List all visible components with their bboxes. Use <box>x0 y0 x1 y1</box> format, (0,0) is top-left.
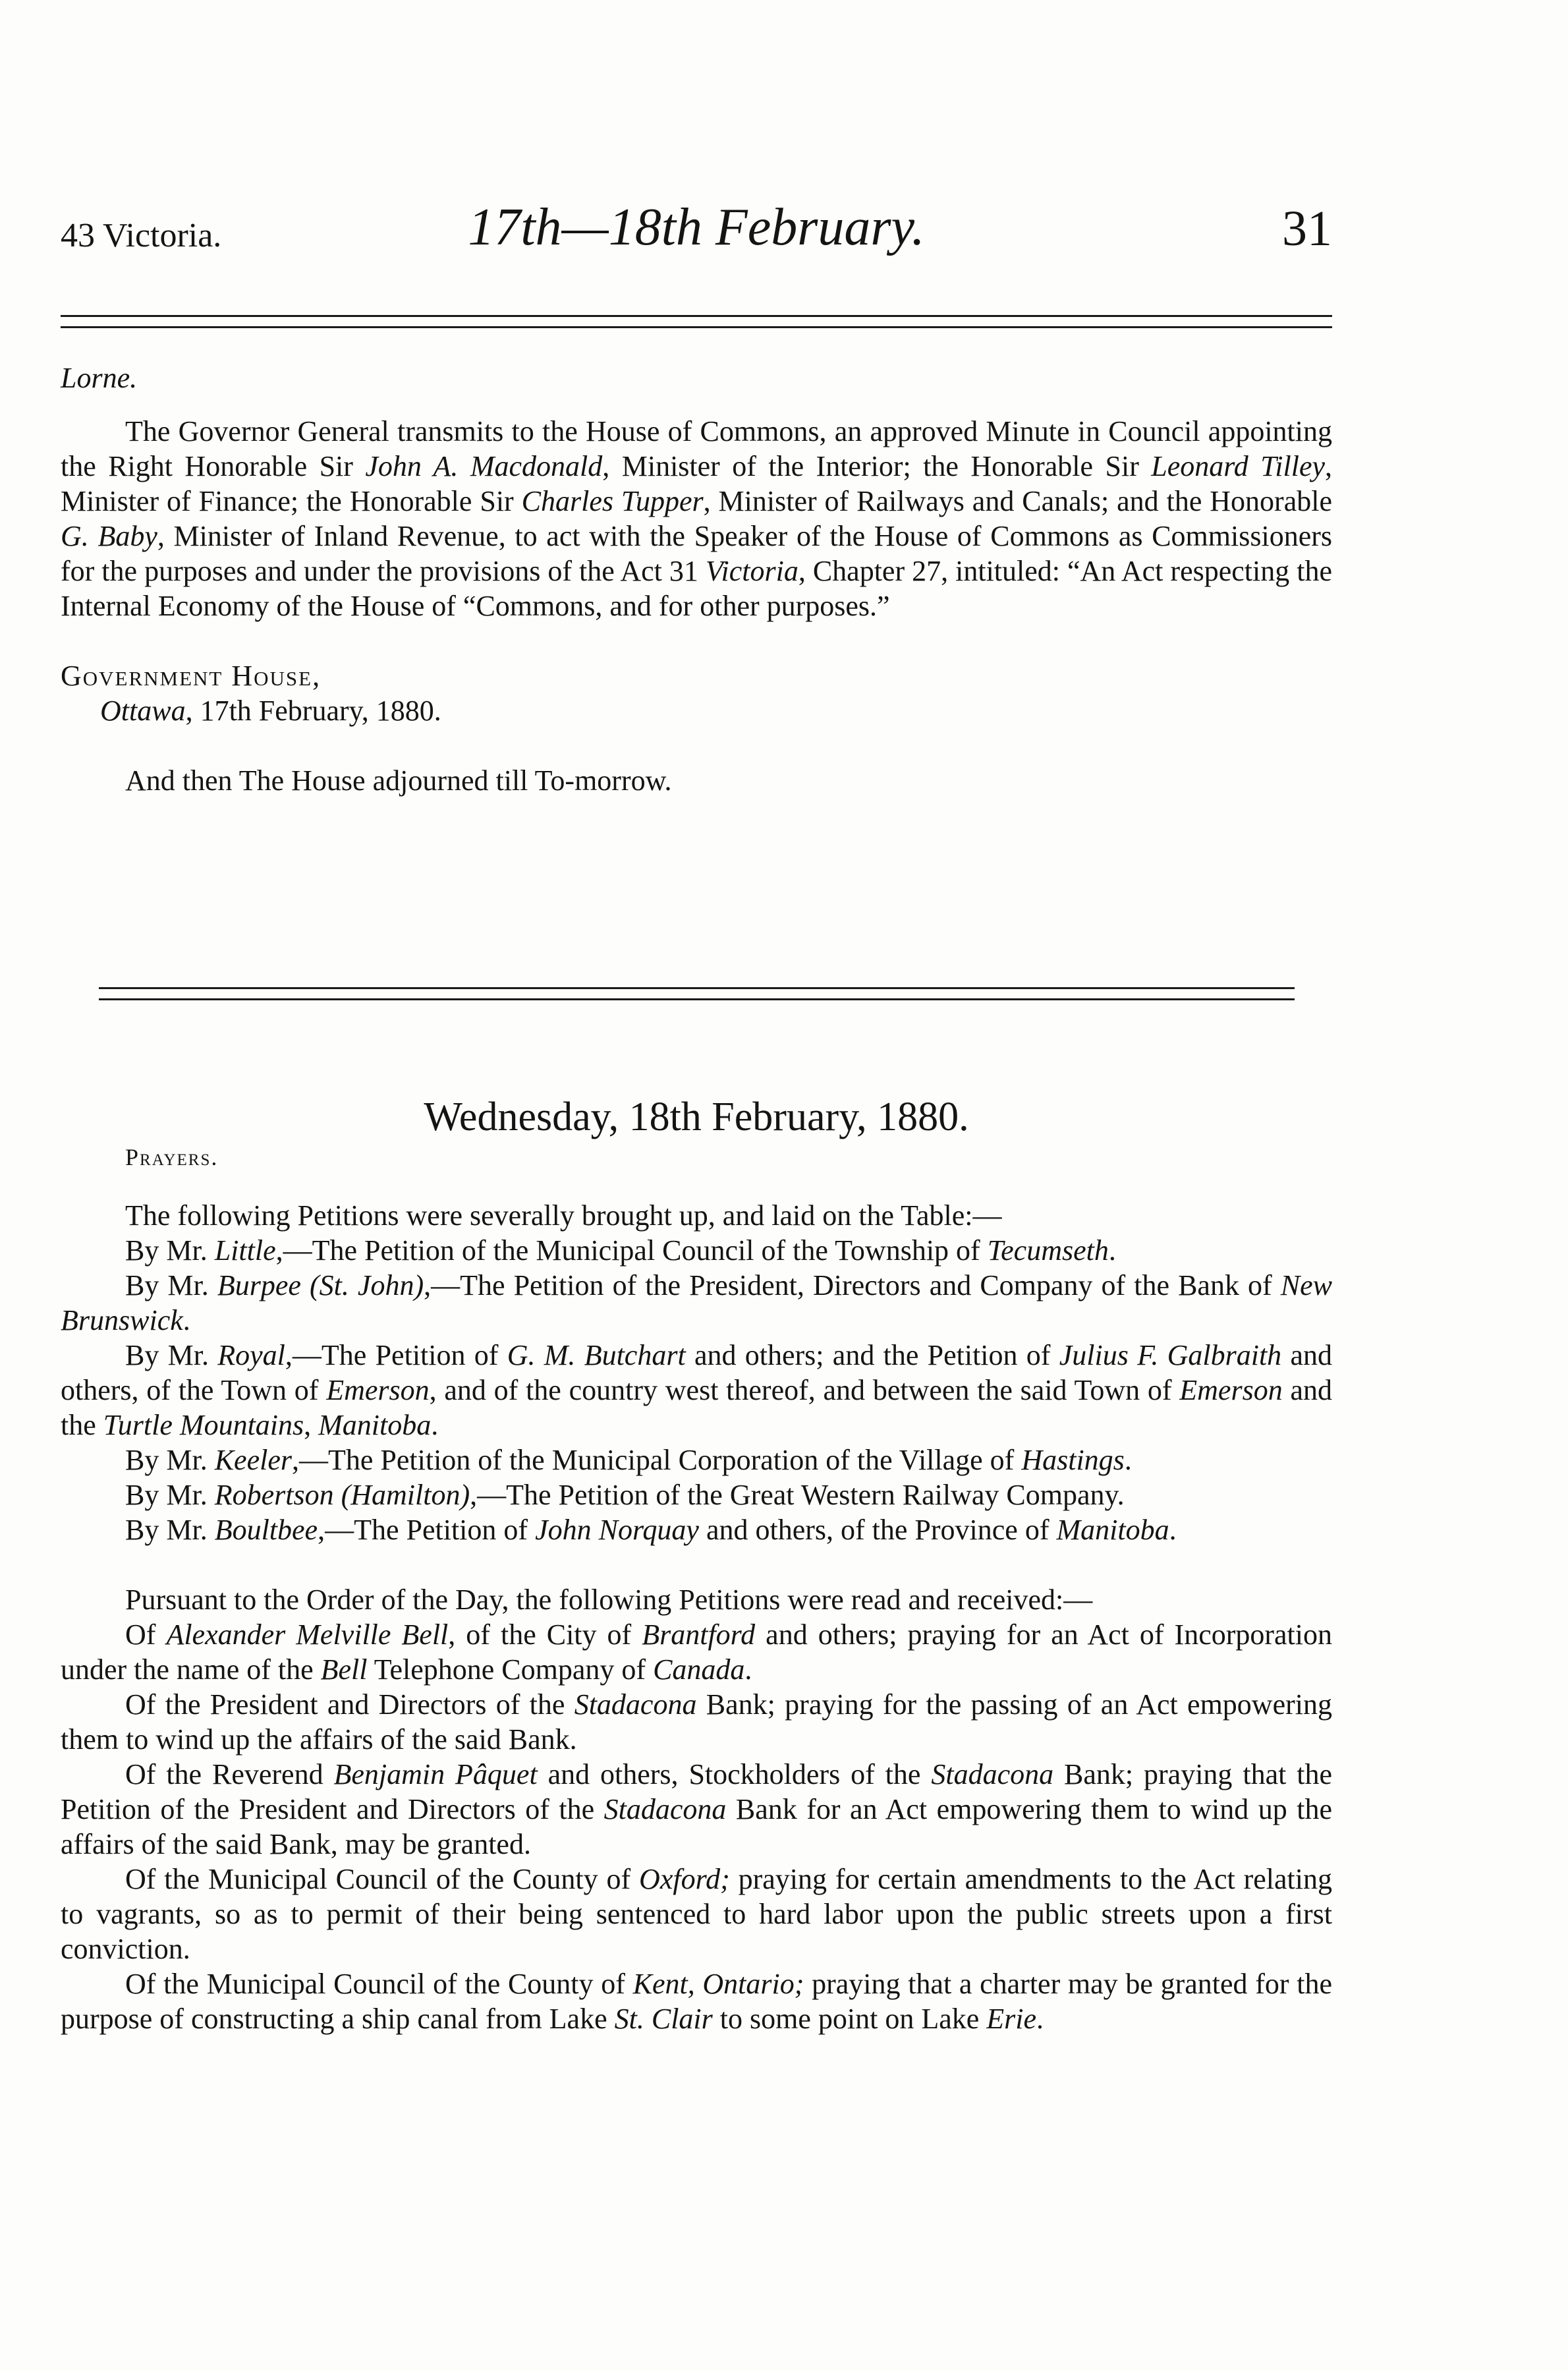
signoff-place-date: Ottawa, 17th February, 1880. <box>100 695 441 727</box>
text-run: G. M. Butchart <box>507 1339 686 1371</box>
petition-received-entry <box>61 1582 1332 1617</box>
text-run: Royal <box>217 1339 285 1371</box>
text-run: , and of the country west thereof, and between the said Town of <box>429 1374 1180 1406</box>
petition-entry <box>61 1443 1332 1477</box>
text-run: , Minister of Railways and Canals; and the Honorable <box>703 485 1332 517</box>
petition-entry <box>61 1233 1332 1268</box>
petition-entry <box>61 1268 1332 1338</box>
text-run: . <box>1108 1234 1116 1267</box>
text-run: Leonard Tilley <box>1151 450 1326 482</box>
text-run: . <box>1036 2003 1044 2035</box>
text-run: Pursuant to the Order of the Day, the following Petitions were read and received:— <box>125 1584 1093 1616</box>
text-run: Bank; praying that the Petition of the President and Directors of the <box>61 1758 1332 1825</box>
text-run: to some point on Lake <box>712 2003 987 2035</box>
text-run: and others, of the Province of <box>698 1514 1057 1546</box>
text-run: Julius F. Galbraith <box>1059 1339 1282 1371</box>
text-run: Manitoba <box>318 1409 432 1441</box>
text-run: Turtle Mountains <box>103 1409 304 1441</box>
text-run: and others; praying for an Act of Incorporation under the name of the <box>61 1618 1333 1686</box>
petition-entry <box>61 1512 1332 1547</box>
petition-received-entry <box>61 1757 1332 1862</box>
text-run: New Brunswick <box>61 1269 1332 1336</box>
text-run: Little <box>214 1234 276 1267</box>
petitions-received-list <box>61 1582 1332 2036</box>
text-run: Stadacona <box>574 1688 697 1721</box>
text-run: ,—The Petition of the Municipal Corporation of the Village of <box>292 1444 1022 1476</box>
section-divider-rule <box>99 987 1295 1000</box>
text-run: Kent, Ontario; <box>632 1968 804 2000</box>
text-run: Burpee (St. John) <box>217 1269 424 1301</box>
text-run: Manitoba <box>1056 1514 1169 1546</box>
text-run: . <box>1124 1444 1132 1476</box>
text-run: Boultbee <box>214 1514 318 1546</box>
header-regnal-year: 43 Victoria. <box>61 217 222 254</box>
text-run: Of the Municipal Council of the County of <box>125 1968 633 2000</box>
text-run: Telephone Company of <box>367 1653 654 1686</box>
text-run: Charles Tupper <box>521 485 704 517</box>
text-run: Erie <box>986 2003 1037 2035</box>
text-run: . <box>182 1304 190 1336</box>
text-run: Stadacona <box>603 1793 727 1825</box>
petition-received-entry <box>61 1862 1332 1966</box>
text-run: , Chapter 27, intituled: “An Act respecting the Internal Economy of the House of “Commons, and for other purposes.” <box>61 555 1332 622</box>
text-run: ,—The Petition of the Municipal Council of the Township of <box>275 1234 988 1267</box>
text-run: praying that a charter may be granted for the purpose of constructing a ship canal from Lake <box>61 1968 1333 2035</box>
text-run: ,—The Petition of the Great Western Railway Company. <box>470 1479 1125 1511</box>
text-run: Stadacona <box>931 1758 1054 1790</box>
signoff-house: Government House, <box>61 660 322 692</box>
text-run: and others, Stockholders of the <box>537 1758 932 1790</box>
sitting-date-heading: Wednesday, 18th February, 1880. <box>424 1095 969 1139</box>
text-run: Bank; praying for the passing of an Act empowering them to wind up the affairs of the said Bank. <box>61 1688 1332 1756</box>
text-run: Bell <box>320 1653 368 1686</box>
margin-label-prayers: Prayers. <box>125 1144 219 1170</box>
text-run: ,—The Petition of <box>318 1514 536 1546</box>
petition-received-entry <box>61 1617 1332 1687</box>
text-run: G. Baby <box>61 520 157 552</box>
text-run: and others; and the Petition of <box>685 1339 1059 1371</box>
petition-entry <box>61 1198 1332 1233</box>
text-run: and others, of the Town of <box>61 1339 1332 1406</box>
text-run: By Mr. <box>125 1479 215 1511</box>
petition-received-entry <box>61 1687 1332 1757</box>
text-run: Tecumseth <box>987 1234 1109 1267</box>
text-run: , Minister of the Interior; the Honorable Sir <box>602 450 1152 482</box>
text-run: Of the Reverend <box>125 1758 334 1790</box>
text-run: John A. Macdonald <box>365 450 603 482</box>
text-run: Benjamin Pâquet <box>333 1758 538 1790</box>
petitions-presented-list <box>61 1198 1332 1547</box>
page-header <box>61 198 1332 270</box>
text-run: The following Petitions were severally brought up, and laid on the Table:— <box>125 1199 1002 1232</box>
text-run: ,—The Petition of <box>285 1339 507 1371</box>
text-run: praying for certain amendments to the Act relating to vagrants, so as to permit of their being sentenced to hard labor upon the public streets upon a first conviction. <box>61 1863 1333 1965</box>
document-page <box>61 0 1332 2371</box>
text-run: By Mr. <box>125 1339 218 1371</box>
text-run: Emerson <box>1179 1374 1283 1406</box>
text-run: By Mr. <box>125 1514 215 1546</box>
message-paragraph <box>61 414 1332 623</box>
text-run: , <box>304 1409 319 1441</box>
page-number: 31 <box>1282 201 1332 256</box>
text-run: Canada <box>653 1653 745 1686</box>
text-run: Keeler <box>214 1444 292 1476</box>
text-run: Hastings <box>1021 1444 1125 1476</box>
text-run: Bank for an Act empowering them to wind up the affairs of the said Bank, may be granted. <box>61 1793 1332 1860</box>
text-run: ,—The Petition of the President, Directors and Company of the Bank of <box>424 1269 1281 1301</box>
petition-received-entry <box>61 1966 1332 2036</box>
petitions-presented <box>61 1198 1332 2036</box>
text-run: Of <box>125 1618 167 1651</box>
text-run: By Mr. <box>125 1234 215 1267</box>
text-run: . <box>1169 1514 1177 1546</box>
text-run: , of the City of <box>448 1618 642 1651</box>
text-run: By Mr. <box>125 1269 217 1301</box>
adjournment-line: And then The House adjourned till To-morrow. <box>125 764 672 797</box>
text-run: Emerson <box>326 1374 430 1406</box>
text-run: Alexander Melville Bell <box>166 1618 449 1651</box>
text-run: By Mr. <box>125 1444 215 1476</box>
text-run: John Norquay <box>535 1514 699 1546</box>
header-date-range: 17th—18th February. <box>468 198 925 256</box>
text-run: , Minister of Inland Revenue, to act with the Speaker of the House of Commons as Commissioners for the purposes and under the provisions of the Act 31 <box>61 520 1332 587</box>
text-run: St. Clair <box>614 2003 713 2035</box>
text-run: Brantford <box>642 1618 756 1651</box>
text-run: , Minister of Finance; the Honorable Sir <box>61 450 1333 517</box>
header-double-rule <box>61 315 1332 328</box>
text-run: Robertson (Hamilton) <box>214 1479 470 1511</box>
governor-message <box>61 414 1332 798</box>
margin-label-lorne: Lorne. <box>61 362 138 394</box>
text-run: Victoria <box>705 555 798 587</box>
petition-entry <box>61 1338 1332 1443</box>
text-run: The Governor General transmits to the House of Commons, an approved Minute in Council appointing the Right Honorable Sir <box>61 415 1332 482</box>
text-run: and the <box>61 1374 1333 1441</box>
petition-entry <box>61 1477 1332 1512</box>
text-run: . <box>431 1409 439 1441</box>
text-run: Of the Municipal Council of the County of <box>125 1863 640 1895</box>
text-run: Oxford; <box>639 1863 730 1895</box>
text-run: . <box>744 1653 752 1686</box>
text-run: Of the President and Directors of the <box>125 1688 574 1721</box>
